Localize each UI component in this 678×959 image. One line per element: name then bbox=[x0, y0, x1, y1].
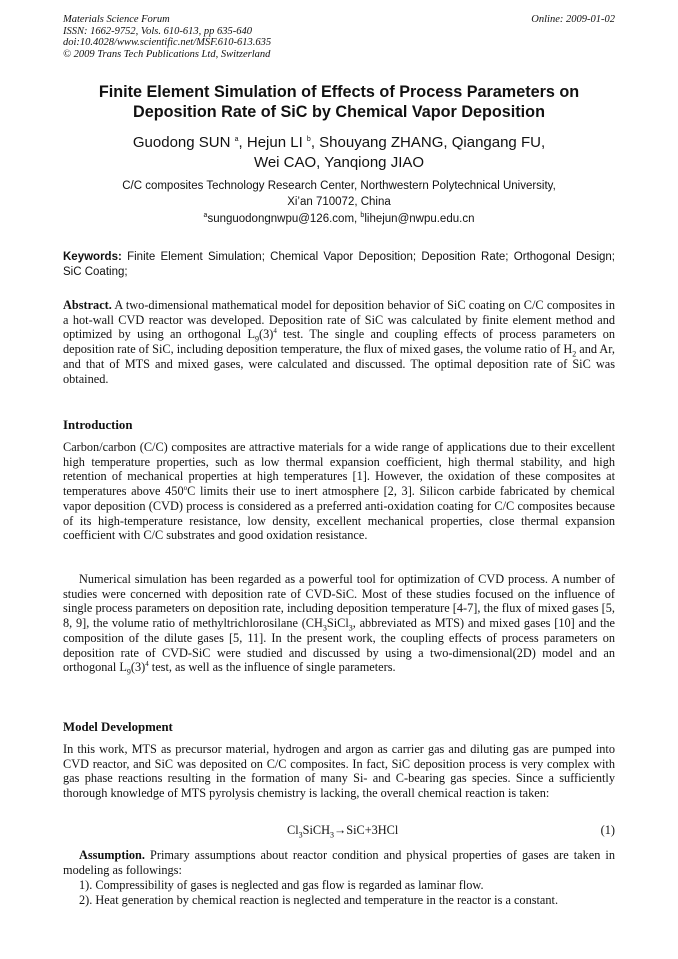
eq-sub-2: 3 bbox=[329, 830, 334, 840]
journal-name: Materials Science Forum bbox=[63, 14, 170, 25]
author-line-1 bbox=[63, 133, 615, 153]
paper-title bbox=[63, 82, 615, 122]
equation-number: (1) bbox=[600, 823, 615, 837]
intro-p2-text-b: SiCl bbox=[326, 616, 349, 631]
assumption-label: Assumption. bbox=[79, 848, 145, 862]
intro-p2-text-c: , abbreviated as MTS) and mixed gases [10] and the composition of the dilute gases [5, 11]. In the present work, the coupling effects of process parameters on deposition rate of CVD-SiC were studied and discussed by using a two-dimensional(2D) model and an orthogonal L bbox=[63, 616, 615, 675]
author-emails bbox=[63, 212, 615, 227]
abstract bbox=[63, 298, 615, 386]
intro-p1-text-b: C limits their use to inert atmosphere [2, 3]. Silicon carbide fabricated by chemical vapor deposition (CVD) process is considered as a preferred anti-oxidation coating for C/C composites because of its high-temperature resistance, low density, excellent mechanical properties, close thermal expansion coefficient with C/C substrates and good oxidation resistance. bbox=[63, 484, 615, 543]
model-paragraph-1: In this work, MTS as precursor material, hydrogen and argon as carrier gas and diluting gas are pumped into CVD reactor, and SiC was deposited on C/C composites. In fact, SiC deposition process is very complex with gas phase reactions resulting in the formation of many Si- and C-bearing gas species. Since a sufficiently thorough knowledge of MTS pyrolysis chemistry is lacking, the overall chemical reaction is taken: bbox=[63, 742, 615, 801]
eq-sub-1: 3 bbox=[298, 830, 303, 840]
email-mark-b: b bbox=[360, 212, 365, 220]
author-list bbox=[63, 133, 615, 173]
author-2: , Hejun LI bbox=[238, 134, 303, 151]
abstract-text-3: test. The single and coupling effects of process parameters on deposition rate of SiC, including deposition temperature, the flux of mixed gases, the volume ratio of H bbox=[63, 327, 615, 357]
author-1: Guodong SUN bbox=[132, 134, 231, 151]
assumption-item-1: 1). Compressibility of gases is neglected and gas flow is regarded as laminar flow. bbox=[79, 878, 484, 892]
affiliation bbox=[63, 179, 615, 210]
email-b: lihejun@nwpu.edu.cn bbox=[364, 213, 475, 225]
abstract-sub-h2: 2 bbox=[572, 349, 577, 359]
intro-p1-text-a: Carbon/carbon (C/C) composites are attractive materials for a wide range of applications due to their excellent high temperature properties, such as low thermal expansion coefficient, high thermal stability, and high retention of mechanical properties at high temperatures [1]. However, the oxidation of these composites at temperatures above 450 bbox=[63, 440, 615, 499]
intro-p2-sup: 4 bbox=[145, 660, 149, 669]
degree-mark: o bbox=[183, 484, 188, 493]
abstract-text-1: A two-dimensional mathematical model for deposition behavior of SiC coating on C/C composites in a hot-wall CVD reactor was developed. Deposition rate of SiC was calculated by finite element method and optimized by using an orthogonal L bbox=[63, 298, 615, 342]
equation-1 bbox=[63, 823, 615, 839]
copyright-line: © 2009 Trans Tech Publications Ltd, Switzerland bbox=[63, 48, 271, 60]
model-heading: Model Development bbox=[63, 720, 173, 734]
abstract-label: Abstract. bbox=[63, 298, 112, 312]
abstract-sub: 9 bbox=[255, 334, 260, 344]
equation-text bbox=[287, 823, 398, 838]
introduction-heading: Introduction bbox=[63, 418, 133, 432]
eq-part-b: SiCH bbox=[302, 823, 330, 837]
author-1-mark: a bbox=[234, 136, 239, 143]
intro-p2-sub-1: 3 bbox=[322, 623, 327, 633]
affiliation-line-2: Xi’an 710072, China bbox=[287, 195, 391, 208]
abstract-sup: 4 bbox=[273, 327, 277, 336]
abstract-text-2: (3) bbox=[259, 327, 274, 342]
introduction-paragraph-2 bbox=[63, 572, 615, 675]
assumption-text: Primary assumptions about reactor condition and physical properties of gases are taken in modeling as followings: bbox=[63, 848, 615, 877]
assumption-paragraph bbox=[63, 848, 615, 877]
issn-line: ISSN: 1662-9752, Vols. 610-613, pp 635-640 bbox=[63, 25, 252, 37]
affiliation-line-1: C/C composites Technology Research Center, Northwestern Polytechnical University, bbox=[122, 180, 556, 192]
abstract-text-4: and Ar, and that of MTS and mixed gases, were calculated and discussed. The optimal deposition rate of SiC was obtained. bbox=[63, 342, 615, 386]
author-others: , Shouyang ZHANG, Qiangang FU, bbox=[310, 134, 546, 151]
author-2-mark: b bbox=[306, 136, 311, 143]
eq-part-a: Cl bbox=[287, 823, 299, 837]
intro-p2-sub-3: 9 bbox=[126, 667, 131, 677]
running-header bbox=[63, 14, 615, 60]
author-line-2: Wei CAO, Yanqiong JIAO bbox=[253, 154, 425, 171]
keywords bbox=[63, 250, 615, 279]
assumption-item-2: 2). Heat generation by chemical reaction is neglected and temperature in the reactor is a constant. bbox=[79, 893, 559, 907]
introduction-paragraph-1 bbox=[63, 440, 615, 543]
intro-p2-text-a: Numerical simulation has been regarded as a powerful tool for optimization of CVD process. A number of studies were concerned with deposition rate of CVD-SiC. Most of these studies focused on the influence of single process parameters on deposition rate, including deposition temperature [4-7], the flux of mixed gases [5, 8, 9], the volume ratio of methyltrichlorosilane (CH bbox=[63, 572, 615, 631]
doi-line: doi:10.4028/www.scientific.net/MSF.610-613.635 bbox=[63, 37, 272, 49]
keywords-text: Finite Element Simulation; Chemical Vapor Deposition; Deposition Rate; Orthogonal Design; SiC Coating; bbox=[63, 251, 615, 278]
online-date: Online: 2009-01-02 bbox=[531, 14, 615, 25]
keywords-label: Keywords: bbox=[63, 251, 122, 263]
title-line-1: Finite Element Simulation of Effects of Process Parameters on bbox=[98, 83, 580, 101]
email-mark-a: a bbox=[203, 212, 208, 220]
email-a: sunguodongnwpu@126.com, bbox=[207, 213, 361, 225]
title-line-2: Deposition Rate of SiC by Chemical Vapor Deposition bbox=[133, 103, 545, 121]
intro-p2-text-e: test, as well as the influence of single parameters. bbox=[148, 660, 396, 675]
intro-p2-sub-2: 3 bbox=[348, 623, 353, 633]
intro-p2-text-d: (3) bbox=[130, 660, 146, 675]
eq-part-c: →SiC+3HCl bbox=[333, 823, 399, 837]
